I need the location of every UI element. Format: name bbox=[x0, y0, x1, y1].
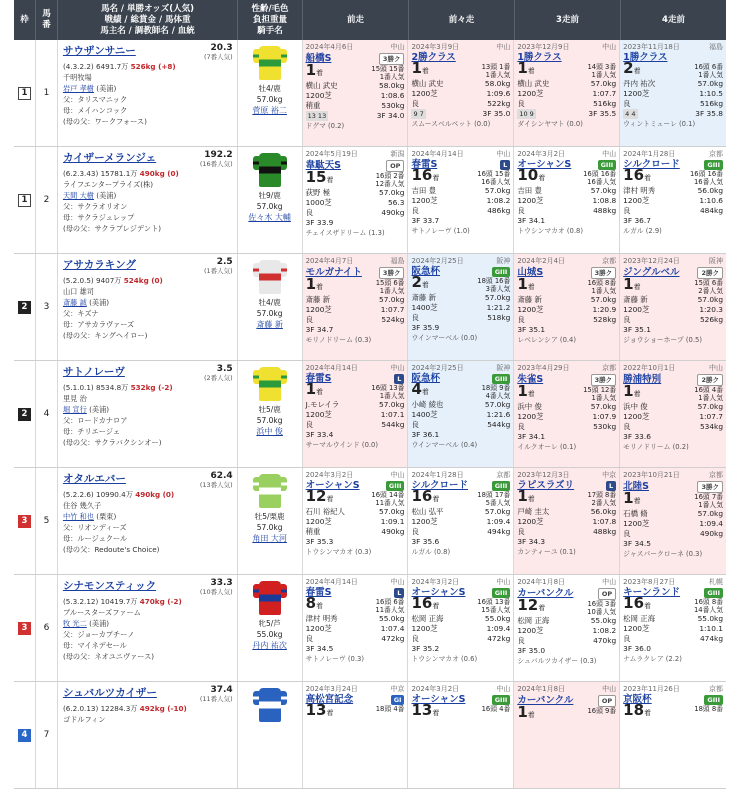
winner-name: ウインマーベル (0.4) bbox=[411, 441, 478, 449]
finish-position: 1着 bbox=[517, 703, 535, 721]
race-name-link[interactable]: 2勝クラス bbox=[411, 52, 456, 63]
table-row bbox=[14, 682, 726, 789]
header-waku: 枠 bbox=[14, 0, 36, 40]
finish-position: 1着 bbox=[305, 275, 324, 293]
finish-position: 16着 bbox=[411, 594, 440, 612]
horse-name-link[interactable]: サウザンサニー bbox=[62, 45, 136, 57]
silks-icon bbox=[259, 260, 281, 294]
odds: 2.5 (1番人気) bbox=[203, 257, 233, 275]
horse-name-link[interactable]: サトノレーヴ bbox=[62, 366, 125, 378]
winner-name: シュバルツカイザー (0.3) bbox=[517, 657, 597, 665]
horse-name-link[interactable]: シュバルツカイザー bbox=[62, 687, 157, 699]
burden-weight: 57.0kg bbox=[256, 523, 283, 532]
jockey-cell bbox=[238, 254, 303, 360]
past-race-cell[interactable]: 2024年2月25日 阪神 阪急杯 GIII 4着 18頭 9番 4番人気 小崎 綾也 57.0kg 1400芝 1:21.6 良 544kg 3F 36.1 ウインマーベル (0.4) bbox=[408, 361, 514, 467]
trainer-link[interactable]: 斎藤 誠 bbox=[62, 298, 87, 307]
grade-badge: GIII bbox=[704, 695, 723, 705]
jockey-cell bbox=[238, 361, 303, 467]
grade-badge: GI bbox=[391, 695, 405, 705]
sex-age: 牡5/鹿 bbox=[258, 405, 281, 414]
past-race-cell[interactable]: 2024年4月14日 中山 春雷S L 8着 16頭 6番 11番人気 津村 明秀 55.0kg 1200芝 1:07.4 良 472kg 3F 34.5 サトノレーヴ (0.3) bbox=[303, 575, 409, 681]
odds: 192.2 (16番人気) bbox=[199, 150, 233, 168]
grade-badge: GIII bbox=[492, 695, 511, 705]
past-race-cell[interactable]: 2024年4月6日 中山 船橋S 3勝ク 1着 15頭 15番 1番人気 横山 武史 58.0kg 1200芝 1:08.6 稍重 530kg 13 13 3F 34.0 ドグマ (0.2) bbox=[303, 40, 409, 146]
body-weight: 470kg (-2) bbox=[139, 597, 182, 606]
past-race-cell[interactable]: 2024年3月24日 中京 高松宮記念 GI 13着 18頭 4番 bbox=[303, 682, 409, 788]
race-name-link[interactable]: モルガナイト bbox=[305, 267, 362, 278]
owner-name: ライフエンタープライズ(株) bbox=[62, 180, 154, 189]
winner-name: ジャスパークローネ (0.3) bbox=[623, 550, 703, 558]
race-name-link[interactable]: 勝浦特別 bbox=[623, 374, 662, 385]
winner-name: チェイスザドリーム (1.3) bbox=[305, 229, 385, 237]
umaban-cell: 3 bbox=[36, 254, 58, 360]
horse-name-link[interactable]: オタルエバー bbox=[62, 473, 126, 485]
winner-name: ダイシンヤマト (0.0) bbox=[517, 120, 583, 128]
umaban-cell: 2 bbox=[36, 147, 58, 253]
header-jockey: 性齢/毛色 負担重量 騎手名 bbox=[238, 0, 303, 40]
winner-name: スムースベルベット (0.0) bbox=[411, 120, 491, 128]
winner-name: トウシンマカオ (0.6) bbox=[411, 655, 478, 663]
race-name-link[interactable]: ラピスラズリ bbox=[517, 480, 575, 491]
grade-badge: L bbox=[500, 160, 510, 170]
race-name-link[interactable]: 韋駄天S bbox=[305, 160, 341, 171]
horse-cell: シュバルツカイザー 37.4 (11番人気) (6.2.0.13) 12284.3万 492kg (-10) ゴドルフィン bbox=[58, 682, 238, 788]
winner-name: ドグマ (0.2) bbox=[305, 122, 345, 130]
body-weight: 532kg (-2) bbox=[130, 383, 173, 392]
waku-cell bbox=[14, 361, 36, 467]
grade-badge: OP bbox=[386, 160, 404, 172]
finish-position: 13着 bbox=[305, 701, 334, 719]
horse-cell: アサカラキング 2.5 (1番人気) (5.2.0.5) 9407万 524kg (0) 山口 雄司 斎藤 誠 (美浦) 父：キズナ 母：アサカラヴァーズ (母の父：キングヘイロー) bbox=[58, 254, 238, 360]
race-name-link[interactable]: シルクロード bbox=[411, 480, 469, 491]
past-race-cell[interactable]: 2024年1月8日 中山 カーバンクル OP 12着 16頭 3番 10番人気 松岡 正海 55.0kg 1200芝 1:08.2 良 470kg 3F 35.0 シュバルツカイザー (0.3) bbox=[514, 575, 620, 681]
dam-sire: (母の父：サクラバクシンオー) bbox=[62, 438, 162, 447]
jockey-link[interactable]: 浜中 俊 bbox=[256, 427, 283, 436]
race-name-link[interactable]: 春雷S bbox=[305, 373, 332, 384]
table-row bbox=[14, 361, 726, 468]
race-name-link[interactable]: 阪急杯 bbox=[411, 266, 440, 277]
grade-badge: GIII bbox=[386, 481, 405, 491]
race-name-link[interactable]: 北陸S bbox=[623, 481, 650, 492]
winner-name: トウシンマカオ (0.3) bbox=[305, 548, 372, 556]
horse-name-link[interactable]: アサカラキング bbox=[62, 259, 136, 271]
dam-sire: (母の父：キングヘイロー) bbox=[62, 331, 148, 340]
dam-sire: (母の父：ワークフォース) bbox=[62, 117, 147, 126]
past-race-cell[interactable]: 2024年3月2日 中山 オーシャンS GIII 13着 16頭 4番 bbox=[408, 682, 514, 788]
finish-position: 12着 bbox=[517, 596, 546, 614]
past-race-cell[interactable]: 2024年3月2日 中山 オーシャンS GIII 10着 16頭 16番 16番人気 吉田 豊 57.0kg 1200芝 1:08.8 良 488kg 3F 34.1 トウシンマカオ (0.8) bbox=[514, 147, 620, 253]
burden-weight: 55.0kg bbox=[256, 630, 283, 639]
table-row bbox=[14, 575, 726, 682]
umaban-cell: 6 bbox=[36, 575, 58, 681]
header-horse: 馬名 / 単勝オッズ(人気) 戦績 / 総賞金 / 馬体重 馬主名 / 調教師名 / 血統 bbox=[58, 0, 238, 40]
waku-cell bbox=[14, 40, 36, 146]
sex-age: 牡4/鹿 bbox=[258, 84, 281, 93]
finish-position: 1着 bbox=[305, 380, 324, 398]
past-race-cell[interactable]: 2022年10月1日 中山 勝浦特別 2勝ク 1着 16頭 4番 1番人気 浜中 俊 57.0kg 1200芝 1:07.7 良 534kg 3F 33.6 モリノドリーム (0.2) bbox=[620, 361, 726, 467]
dam: 母：チリエージェ bbox=[62, 427, 121, 436]
table-row bbox=[14, 468, 726, 575]
past-race-cell[interactable]: 2024年1月8日 中山 カーバンクル OP 1着 16頭 9番 bbox=[514, 682, 620, 788]
past-race-cell[interactable]: 2024年4月14日 中山 春雷S L 1着 16頭 13番 1番人気 J.モレイラ 57.0kg 1200芝 1:07.1 良 544kg 3F 33.4 サーマルウインド (0.0) bbox=[303, 361, 409, 467]
winner-name: イルクオーレ (0.1) bbox=[517, 443, 577, 451]
race-name-link[interactable]: オーシャンS bbox=[411, 587, 466, 598]
header-race-4: 4走前 bbox=[662, 14, 685, 25]
waku-badge: 3 bbox=[18, 515, 31, 528]
winner-name: モリノドリーム (0.3) bbox=[305, 336, 372, 344]
jockey-cell bbox=[238, 682, 303, 788]
silks-icon bbox=[259, 474, 281, 508]
sire: 父：サクラオリオン bbox=[62, 202, 128, 211]
finish-position: 1着 bbox=[623, 275, 641, 293]
sire: 父：タリスマニック bbox=[62, 95, 128, 104]
trainer-link[interactable]: 岩戸 孝樹 bbox=[62, 84, 94, 93]
table-row bbox=[14, 254, 726, 361]
winner-name: ウインマーベル (0.0) bbox=[411, 334, 478, 342]
owner-name: 山口 雄司 bbox=[62, 287, 94, 296]
dam-sire: (母の父：サクラプレジデント) bbox=[62, 224, 162, 233]
finish-position: 1着 bbox=[517, 275, 535, 293]
jockey-link[interactable]: 菅原 裕二 bbox=[252, 106, 287, 115]
grade-badge: OP bbox=[598, 588, 616, 600]
grade-badge: GIII bbox=[492, 267, 511, 277]
finish-position: 18着 bbox=[623, 701, 652, 719]
waku-cell bbox=[14, 468, 36, 574]
burden-weight: 57.0kg bbox=[256, 416, 283, 425]
body-weight: 524kg (0) bbox=[123, 276, 163, 285]
waku-badge: 1 bbox=[18, 87, 31, 100]
jockey-link[interactable]: 斎藤 新 bbox=[256, 320, 283, 329]
finish-position: 1着 bbox=[623, 382, 641, 400]
trainer-link[interactable]: 牧 光二 bbox=[62, 619, 87, 628]
grade-badge: OP bbox=[598, 695, 616, 707]
owner-name: ブルースターズファーム bbox=[62, 608, 141, 617]
odds: 37.4 (11番人気) bbox=[199, 685, 233, 703]
jockey-link[interactable]: 丹内 祐次 bbox=[252, 641, 287, 650]
winner-name: サーマルウインド (0.0) bbox=[305, 441, 379, 449]
race-name-link[interactable]: シルクロード bbox=[623, 159, 680, 170]
race-name-link[interactable]: キーンランド bbox=[623, 587, 680, 598]
past-race-cell[interactable]: 2023年12月3日 中京 ラピスラズリ L 1着 17頭 8番 2番人気 戸崎 圭太 56.0kg 1200芝 1:07.8 良 488kg 3F 34.3 カンティーユ (0.1) bbox=[514, 468, 620, 574]
past-race-cell[interactable]: 2023年12月9日 中山 1勝クラス 1着 14頭 3番 1番人気 横山 武史 57.0kg 1200芝 1:07.7 良 516kg 10 9 3F 35.5 ダイシンヤマト (0.0) bbox=[514, 40, 620, 146]
grade-badge: L bbox=[394, 374, 404, 384]
grade-badge: L bbox=[394, 588, 404, 598]
burden-weight: 57.0kg bbox=[256, 309, 283, 318]
race-name-link[interactable]: 阪急杯 bbox=[411, 373, 440, 384]
odds: 33.3 (10番人気) bbox=[199, 578, 233, 596]
race-name-link[interactable]: オーシャンS bbox=[517, 159, 572, 170]
silks-icon bbox=[259, 581, 281, 615]
past-race-cell[interactable]: 2023年4月29日 京都 朱雀S 3勝ク 1着 15頭 12番 1番人気 浜中 俊 57.0kg 1200芝 1:07.9 良 530kg 3F 34.1 イルクオーレ (0.1) bbox=[514, 361, 620, 467]
past-race-cell[interactable]: 2024年3月2日 中山 オーシャンS GIII 16着 16頭 13番 15番人気 松岡 正海 55.0kg 1200芝 1:09.4 良 472kg 3F 35.2 トウシンマカオ (0.6) bbox=[408, 575, 514, 681]
past-race-cell[interactable]: 2024年1月28日 京都 シルクロード GIII 16着 16頭 16番 16番人気 津村 明秀 56.0kg 1200芝 1:10.6 良 484kg 3F 36.7 ルガル (2.9) bbox=[620, 147, 726, 253]
past-race-cell[interactable]: 2024年3月2日 中山 オーシャンS GIII 12着 16頭 14番 11番人気 石川 裕紀人 57.0kg 1200芝 1:09.1 稍重 490kg 3F 35.3 トウシンマカオ (0.3) bbox=[303, 468, 409, 574]
grade-badge: 3勝ク bbox=[379, 53, 405, 65]
winner-name: トウシンマカオ (0.8) bbox=[517, 227, 583, 235]
jockey-link[interactable]: 角田 大河 bbox=[252, 534, 287, 543]
past-race-cell[interactable]: 2023年11月18日 福島 1勝クラス 2着 16頭 6番 1番人気 丹内 祐次 57.0kg 1200芝 1:10.5 良 516kg 4 4 3F 35.8 ウィントミューレ (0.1) bbox=[620, 40, 726, 146]
winner-name: ルガル (0.8) bbox=[411, 548, 451, 556]
finish-position: 1着 bbox=[623, 489, 641, 507]
owner-name: ゴドルフィン bbox=[62, 715, 106, 724]
waku-cell bbox=[14, 575, 36, 681]
sire: 父：ロードカナロア bbox=[62, 416, 128, 425]
finish-position: 2着 bbox=[623, 59, 641, 77]
finish-position: 12着 bbox=[305, 487, 334, 505]
race-name-link[interactable]: カーバンクル bbox=[517, 695, 574, 706]
winner-name: レベレンシア (0.4) bbox=[517, 336, 577, 344]
umaban-cell: 1 bbox=[36, 40, 58, 146]
burden-weight: 57.0kg bbox=[256, 95, 283, 104]
past-race-cell[interactable]: 2023年8月27日 札幌 キーンランド GIII 16着 16頭 8番 14番人気 松岡 正海 55.0kg 1200芝 1:10.1 良 474kg 3F 36.0 ナムラクレア (2.2) bbox=[620, 575, 726, 681]
race-name-link[interactable]: 京阪杯 bbox=[623, 694, 652, 705]
body-weight: 490kg (0) bbox=[135, 490, 175, 499]
grade-badge: 3勝ク bbox=[591, 267, 617, 279]
grade-badge: 3勝ク bbox=[379, 267, 405, 279]
finish-position: 8着 bbox=[305, 594, 324, 612]
odds: 20.3 (7番人気) bbox=[203, 43, 233, 61]
winner-name: モリノドリーム (0.2) bbox=[623, 443, 689, 451]
jockey-cell bbox=[238, 575, 303, 681]
race-name-link[interactable]: 船橋S bbox=[305, 53, 332, 64]
race-name-link[interactable]: 1勝クラス bbox=[623, 52, 668, 63]
finish-position: 16着 bbox=[411, 166, 440, 184]
finish-position: 16着 bbox=[411, 487, 440, 505]
race-name-link[interactable]: 春雷S bbox=[411, 159, 438, 170]
finish-position: 1着 bbox=[305, 61, 324, 79]
finish-position: 4着 bbox=[411, 380, 429, 398]
finish-position: 2着 bbox=[411, 273, 429, 291]
grade-badge: 2勝ク bbox=[697, 374, 723, 386]
past-race-cell[interactable]: 2024年3月9日 中山 2勝クラス 1着 13頭 1番 1番人気 横山 武史 58.0kg 1200芝 1:09.6 良 522kg 9 7 3F 35.0 スムースベルベット (0.0) bbox=[408, 40, 514, 146]
owner-name: 住谷 幾久子 bbox=[62, 501, 102, 510]
silks-icon bbox=[259, 153, 281, 187]
winner-name: ジョウショーホープ (0.5) bbox=[623, 336, 703, 344]
sire: 父：リオンディーズ bbox=[62, 523, 127, 532]
dam-sire: (母の父：ネオユニヴァース) bbox=[62, 652, 155, 661]
horse-name-link[interactable]: カイザーメランジェ bbox=[62, 152, 157, 164]
jockey-cell bbox=[238, 468, 303, 574]
race-name-link[interactable]: ジングルベル bbox=[623, 267, 680, 278]
jockey-cell bbox=[238, 40, 303, 146]
finish-position: 16着 bbox=[623, 594, 652, 612]
grade-badge: 3勝ク bbox=[591, 374, 617, 386]
past-race-cell[interactable]: 2024年4月14日 中山 春雷S L 16着 16頭 15番 16番人気 吉田 豊 57.0kg 1200芝 1:08.2 良 486kg 3F 33.7 サトノレーヴ (1.0) bbox=[408, 147, 514, 253]
jockey-cell bbox=[238, 147, 303, 253]
trainer-link[interactable]: 天間 大樹 bbox=[62, 191, 94, 200]
horse-cell: サトノレーヴ 3.5 (2番人気) (5.1.0.1) 8534.8万 532kg (-2) 里見 治 堀 宣行 (美浦) 父：ロードカナロア 母：チリエージェ (母の父：サクラバクシンオー) bbox=[58, 361, 238, 467]
silks-icon bbox=[259, 367, 281, 401]
jockey-link[interactable]: 佐々木 大輔 bbox=[248, 213, 291, 222]
winner-name: ルガル (2.9) bbox=[623, 227, 662, 235]
past-race-cell[interactable]: 2024年4月7日 福島 モルガナイト 3勝ク 1着 15頭 6番 1番人気 斎藤 新 57.0kg 1200芝 1:07.7 良 524kg 3F 34.7 モリノドリーム (0.3) bbox=[303, 254, 409, 360]
race-name-link[interactable]: 春雷S bbox=[305, 587, 332, 598]
dam: 母：アサカラヴァーズ bbox=[62, 320, 135, 329]
past-race-cell[interactable]: 2023年12月24日 阪神 ジングルベル 2勝ク 1着 15頭 6番 2番人気 斎藤 新 57.0kg 1200芝 1:20.3 良 526kg 3F 35.1 ジョウショーホープ (0.5) bbox=[620, 254, 726, 360]
horse-cell: カイザーメランジェ 192.2 (16番人気) (6.2.3.43) 15781.1万 490kg (0) ライフエンタープライズ(株) 天間 大樹 (美浦) 父：サクラオリオン 母：サクラジュレップ (母の父：サクラプレジデント) bbox=[58, 147, 238, 253]
finish-position: 1着 bbox=[411, 59, 429, 77]
race-name-link[interactable]: カーバンクル bbox=[517, 588, 574, 599]
table-row bbox=[14, 40, 726, 147]
winner-name: サトノレーヴ (0.3) bbox=[305, 655, 364, 663]
race-name-link[interactable]: 山城S bbox=[517, 267, 544, 278]
waku-badge: 2 bbox=[18, 301, 31, 314]
finish-position: 16着 bbox=[623, 166, 652, 184]
winner-name: ウィントミューレ (0.1) bbox=[623, 120, 696, 128]
header-race-1: 前走 bbox=[303, 0, 409, 40]
waku-badge: 2 bbox=[18, 408, 31, 421]
body-weight: 490kg (0) bbox=[139, 169, 179, 178]
sex-age: 牝5/芦 bbox=[258, 619, 281, 628]
past-race-cell[interactable]: 2023年10月21日 京都 北陸S 3勝ク 1着 16頭 7番 1番人気 石橋 脩 57.0kg 1200芝 1:09.4 良 490kg 3F 34.5 ジャスパークローネ (0.3) bbox=[620, 468, 726, 574]
table-header bbox=[14, 0, 726, 40]
finish-position: 1着 bbox=[517, 59, 535, 77]
body-weight: 492kg (-10) bbox=[139, 704, 187, 713]
umaban-cell: 7 bbox=[36, 682, 58, 788]
race-name-link[interactable]: オーシャンS bbox=[411, 694, 466, 705]
winner-name: ナムラクレア (2.2) bbox=[623, 655, 682, 663]
horse-cell: オタルエバー 62.4 (13番人気) (5.2.2.6) 10990.4万 490kg (0) 住谷 幾久子 中竹 和也 (栗東) 父：リオンディーズ 母：ルージュクール (母の父：Redoute's Choice) bbox=[58, 468, 238, 574]
burden-weight: 57.0kg bbox=[256, 202, 283, 211]
header-race-3: 3走前 bbox=[515, 0, 621, 40]
grade-badge: 2勝ク bbox=[697, 267, 723, 279]
grade-badge: 3勝ク bbox=[697, 481, 723, 493]
past-race-cell[interactable]: 2024年2月4日 京都 山城S 3勝ク 1着 16頭 8番 1番人気 斎藤 新 57.0kg 1200芝 1:20.9 良 528kg 3F 35.1 レベレンシア (0.4) bbox=[514, 254, 620, 360]
grade-badge: GIII bbox=[704, 588, 723, 598]
trainer-link[interactable]: 堀 宣行 bbox=[62, 405, 87, 414]
past-race-cell[interactable]: 2024年1月28日 京都 シルクロード GIII 16着 18頭 17番 5番人気 松山 弘平 57.0kg 1200芝 1:09.4 良 494kg 3F 35.6 ルガル (0.8) bbox=[408, 468, 514, 574]
grade-badge: GIII bbox=[492, 588, 511, 598]
waku-badge: 1 bbox=[18, 194, 31, 207]
sex-age: 牡5/栗鹿 bbox=[254, 512, 285, 521]
umaban-cell: 4 bbox=[36, 361, 58, 467]
past-race-cell[interactable]: 2024年5月19日 新潟 韋駄天S OP 15着 16頭 2番 12番人気 荻野 極 57.0kg 1000芝 56.3 良 490kg 3F 33.9 チェイスザドリーム (1.3) bbox=[303, 147, 409, 253]
dam: 母：マイネデセール bbox=[62, 641, 127, 650]
finish-position: 1着 bbox=[517, 487, 535, 505]
winner-name: カンティーユ (0.1) bbox=[517, 548, 576, 556]
waku-badge: 3 bbox=[18, 622, 31, 635]
header-umaban: 馬番 bbox=[36, 0, 58, 40]
dam-sire: (母の父：Redoute's Choice) bbox=[62, 545, 160, 554]
horse-cell: サウザンサニー 20.3 (7番人気) (4.3.2.2) 6491.7万 526kg (+8) 千明牧場 岩戸 孝樹 (美浦) 父：タリスマニック 母：メイハンコック (母の父：ワークフォース) bbox=[58, 40, 238, 146]
finish-position: 15着 bbox=[305, 168, 334, 186]
waku-badge: 4 bbox=[18, 729, 31, 742]
entries-table bbox=[14, 40, 726, 789]
grade-badge: GIII bbox=[492, 481, 511, 491]
waku-cell bbox=[14, 147, 36, 253]
waku-cell bbox=[14, 254, 36, 360]
finish-position: 10着 bbox=[517, 166, 546, 184]
dam: 母：メイハンコック bbox=[62, 106, 128, 115]
race-name-link[interactable]: 朱雀S bbox=[517, 374, 544, 385]
past-race-cell[interactable]: 2024年2月25日 阪神 阪急杯 GIII 2着 18頭 16番 3番人気 斎藤 新 57.0kg 1400芝 1:21.2 良 518kg 3F 35.9 ウインマーベル (0.0) bbox=[408, 254, 514, 360]
finish-position: 1着 bbox=[517, 382, 535, 400]
horse-name-link[interactable]: シナモンスティック bbox=[62, 580, 157, 592]
dam: 母：ルージュクール bbox=[62, 534, 128, 543]
body-weight: 526kg (+8) bbox=[130, 62, 176, 71]
waku-cell bbox=[14, 682, 36, 788]
sex-age: 牡4/鹿 bbox=[258, 298, 281, 307]
grade-badge: L bbox=[606, 481, 616, 491]
trainer-link[interactable]: 中竹 和也 bbox=[62, 512, 94, 521]
owner-name: 里見 治 bbox=[62, 394, 87, 403]
race-name-link[interactable]: 1勝クラス bbox=[517, 52, 562, 63]
race-name-link[interactable]: 高松宮記念 bbox=[305, 694, 354, 705]
header-race-2: 前々走 bbox=[409, 0, 515, 40]
horse-cell: シナモンスティック 33.3 (10番人気) (5.3.2.12) 10419.7万 470kg (-2) ブルースターズファーム 牧 光二 (美浦) 父：ジョーカプチーノ 母：マイネデセール (母の父：ネオユニヴァース) bbox=[58, 575, 238, 681]
past-race-cell[interactable]: 2023年11月26日 京都 京阪杯 GIII 18着 18頭 8番 bbox=[620, 682, 726, 788]
winner-name: サトノレーヴ (1.0) bbox=[411, 227, 470, 235]
dam: 母：サクラジュレップ bbox=[62, 213, 135, 222]
sire: 父：ジョーカプチーノ bbox=[62, 630, 135, 639]
silks-icon bbox=[259, 688, 281, 722]
silks-icon bbox=[259, 46, 281, 80]
owner-name: 千明牧場 bbox=[62, 73, 92, 82]
grade-badge: GIII bbox=[492, 374, 511, 384]
sex-age: 牡9/鹿 bbox=[258, 191, 281, 200]
finish-position: 13着 bbox=[411, 701, 440, 719]
umaban-cell: 5 bbox=[36, 468, 58, 574]
grade-badge: GIII bbox=[598, 160, 617, 170]
race-name-link[interactable]: オーシャンS bbox=[305, 480, 360, 491]
grade-badge: GIII bbox=[704, 160, 723, 170]
sire: 父：キズナ bbox=[62, 309, 99, 318]
table-row bbox=[14, 147, 726, 254]
odds: 3.5 (2番人気) bbox=[203, 364, 233, 382]
odds: 62.4 (13番人気) bbox=[199, 471, 233, 489]
